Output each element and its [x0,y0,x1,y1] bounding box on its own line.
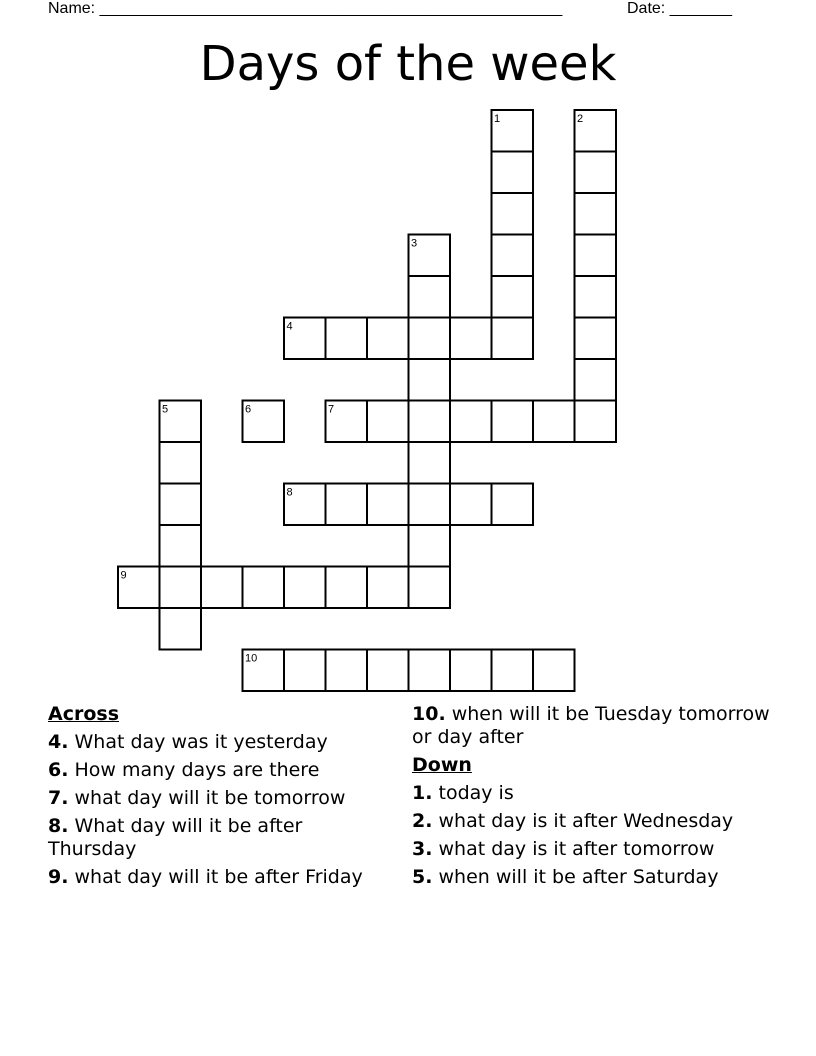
crossword-cell[interactable] [533,401,575,443]
crossword-cell[interactable] [367,318,409,360]
crossword-cell[interactable] [533,650,575,692]
clue-number-label: 7 [328,403,335,416]
name-field: Name: ____________________________________________________ [48,0,563,17]
clue-number-label: 8 [286,486,293,499]
clue-number: 2. [412,810,433,832]
crossword-cell[interactable] [575,359,617,401]
crossword-cell[interactable] [492,401,534,443]
clue-across-10 [412,703,772,749]
crossword-cell[interactable] [409,525,451,567]
crossword-cell[interactable] [284,318,326,360]
clue-number-label: 10 [245,652,258,665]
clue-down-3 [412,838,772,861]
clues-left-column [48,703,393,894]
crossword-cell[interactable] [492,276,534,318]
clue-down-1 [412,782,772,805]
date-field: Date: _______ [627,0,732,17]
crossword-cell[interactable] [367,401,409,443]
clue-number: 4. [48,731,69,753]
crossword-cell[interactable] [492,193,534,235]
crossword-cell[interactable] [367,484,409,526]
clue-number: 7. [48,787,69,809]
crossword-cell[interactable] [326,567,368,609]
crossword-cell[interactable] [492,650,534,692]
clue-across-4 [48,731,393,754]
crossword-cell[interactable] [243,567,285,609]
crossword-cell[interactable] [575,193,617,235]
clue-number: 10. [412,703,446,725]
crossword-cell[interactable] [326,484,368,526]
clue-number: 9. [48,866,69,888]
clue-down-5 [412,866,772,889]
crossword-cell[interactable] [575,276,617,318]
clue-number: 3. [412,838,433,860]
clue-text: what day will it be after Friday [74,866,363,888]
clues-right-column [412,703,772,894]
crossword-cell[interactable] [326,318,368,360]
crossword-cell[interactable] [575,401,617,443]
crossword-cell[interactable] [326,401,368,443]
page-title: Days of the week [199,36,617,92]
clue-across-6 [48,759,393,782]
crossword-cell[interactable] [492,318,534,360]
clue-across-8 [48,815,393,861]
crossword-cell[interactable] [367,650,409,692]
crossword-cell[interactable] [160,484,202,526]
clue-text: what day is it after Wednesday [438,810,734,832]
crossword-cell[interactable] [284,567,326,609]
crossword-cell[interactable] [492,235,534,277]
clue-text: today is [438,782,514,804]
clue-text: what day will it be tomorrow [74,787,346,809]
crossword-cell[interactable] [201,567,243,609]
across-heading: Across [48,703,120,725]
clue-text: when will it be after Saturday [438,866,719,888]
crossword-cell[interactable] [326,650,368,692]
clue-number-label: 5 [162,403,169,416]
clue-text: when will it be Tuesday tomorrow or day after [412,703,770,748]
clue-text: What day will it be after Thursday [48,815,303,860]
crossword-cell[interactable] [450,401,492,443]
clue-number-label: 1 [494,113,501,125]
crossword-cell[interactable] [243,650,285,692]
crossword-cell[interactable] [450,318,492,360]
crossword-cell[interactable] [160,525,202,567]
crossword-cell[interactable] [575,318,617,360]
crossword-cell[interactable] [492,484,534,526]
crossword-cell[interactable] [409,359,451,401]
crossword-cell[interactable] [409,484,451,526]
crossword-cell[interactable] [409,276,451,318]
crossword-cell[interactable] [160,567,202,609]
crossword-cell[interactable] [367,567,409,609]
crossword-cell[interactable] [284,484,326,526]
crossword-cell[interactable] [409,442,451,484]
crossword-cell[interactable] [450,650,492,692]
clue-number-label: 9 [120,569,127,582]
clue-text: what day is it after tomorrow [438,838,715,860]
crossword-cell[interactable] [409,318,451,360]
crossword-cell[interactable] [575,110,617,152]
clue-number: 6. [48,759,69,781]
crossword-cell[interactable] [118,567,160,609]
clue-number-label: 4 [286,320,293,333]
clue-number-label: 2 [577,113,584,125]
down-heading: Down [412,754,472,776]
crossword-cell[interactable] [284,650,326,692]
clue-number: 1. [412,782,433,804]
clue-number: 5. [412,866,433,888]
crossword-cell[interactable] [450,484,492,526]
crossword-cell[interactable] [409,235,451,277]
clue-down-2 [412,810,772,833]
clue-across-9 [48,866,393,889]
clue-number-label: 3 [411,237,418,250]
clue-text: How many days are there [74,759,320,781]
crossword-cell[interactable] [160,442,202,484]
crossword-cell[interactable] [243,401,285,443]
crossword-cell[interactable] [409,567,451,609]
clue-number: 8. [48,815,69,837]
crossword-cell[interactable] [492,152,534,194]
crossword-cell[interactable] [575,235,617,277]
clue-text: What day was it yesterday [74,731,328,753]
clue-across-7 [48,787,393,810]
crossword-cell[interactable] [575,152,617,194]
crossword-cell[interactable] [409,401,451,443]
crossword-cell[interactable] [160,401,202,443]
crossword-cell[interactable] [492,110,534,152]
clue-number-label: 6 [245,403,252,416]
crossword-cell[interactable] [409,650,451,692]
crossword-cell[interactable] [160,608,202,650]
